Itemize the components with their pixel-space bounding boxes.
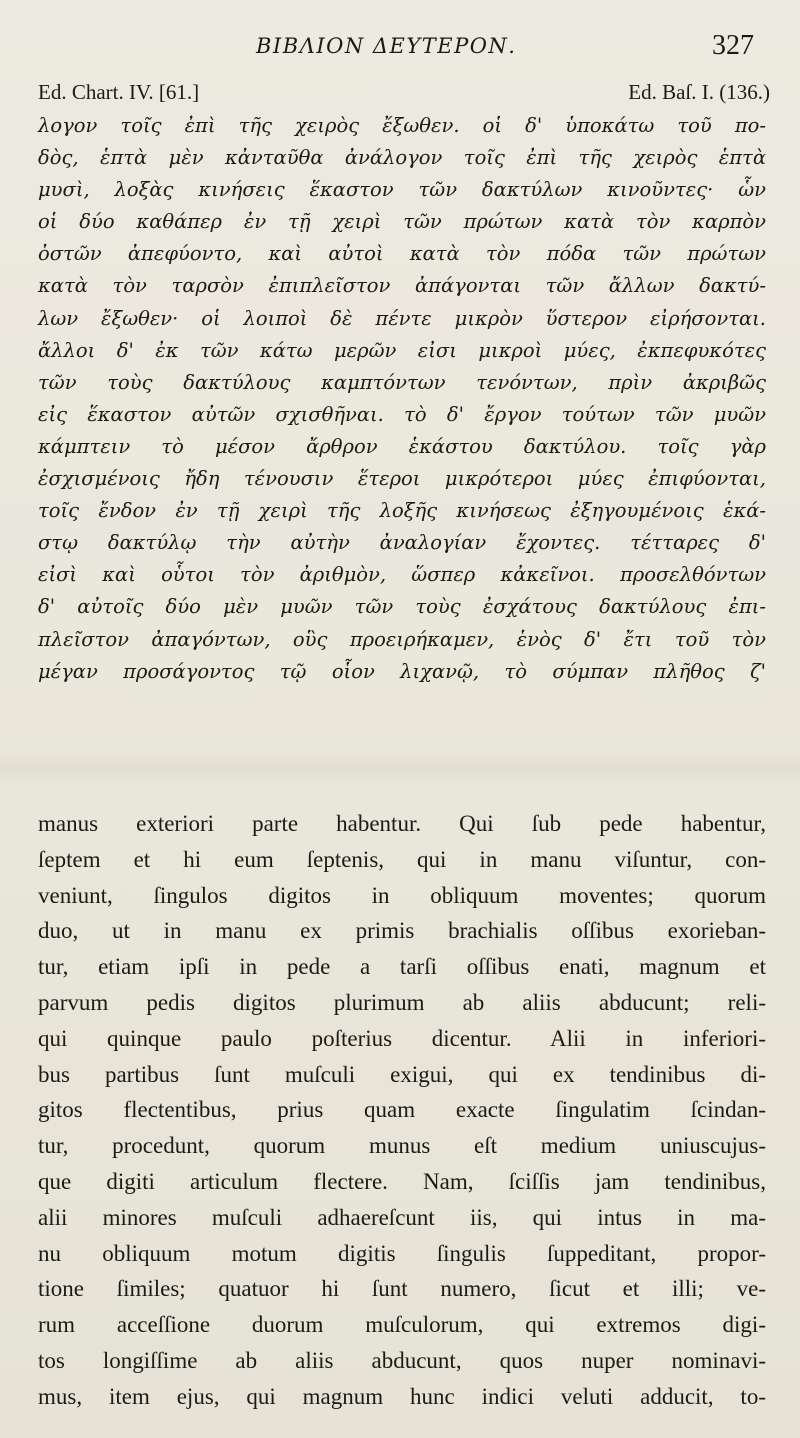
running-title: ΒΙΒΛΙΟΝ ΔΕΥΤΕΡΟΝ. <box>256 34 517 58</box>
page-number: 327 <box>712 30 754 61</box>
greek-line: οἱ δύο καθάπερ ἐν τῇ χειρὶ τῶν πρώτων κατὰ τὸν καρπὸν <box>38 210 766 234</box>
greek-line: ἄλλοι δ' ἐκ τῶν κάτω μερῶν εἰσι μικροὶ μύες, ἐκπεφυκότες <box>38 338 766 362</box>
greek-line: λων ἔξωθεν· οἱ λοιποὶ δὲ πέντε μικρὸν ὕστερον εἰρήσονται. <box>38 306 766 330</box>
latin-line: mus, item ejus, qui magnum hunc indici veluti adducit, to- <box>38 1383 766 1409</box>
bleed-through-shadow <box>0 748 800 788</box>
greek-line: κάμπτειν τὸ μέσον ἄρθρον ἑκάστου δακτύλου. τοῖς γὰρ <box>38 434 766 458</box>
edition-chart-reference: Ed. Chart. IV. [61.] <box>38 80 200 104</box>
latin-line: que digiti articulum flectere. Nam, ſciſſis jam tendinibus, <box>38 1168 766 1194</box>
latin-line: tur, etiam ipſi in pede a tarſi oſſibus enati, magnum et <box>38 954 766 980</box>
greek-line: πλεῖστον ἀπαγόντων, οὓς προειρήκαμεν, ἑνὸς δ' ἔτι τοῦ τὸν <box>38 627 766 651</box>
greek-line: τῶν τοὺς δακτύλους καμπτόντων τενόντων, πρὶν ἀκριβῶς <box>38 370 766 394</box>
latin-line: nu obliquum motum digitis ſingulis ſuppeditant, propor- <box>38 1240 766 1266</box>
latin-line: tur, procedunt, quorum munus eſt medium uniuscujus- <box>38 1133 766 1159</box>
greek-line: ἐσχισμένοις ἤδη τένουσιν ἕτεροι μικρότεροι μύες ἐπιφύονται, <box>38 467 766 491</box>
greek-line: τοῖς ἔνδον ἐν τῇ χειρὶ τῆς λοξῆς κινήσεως ἐξηγουμένοις ἑκά- <box>38 499 766 523</box>
greek-line: ὀστῶν ἀπεφύοντο, καὶ αὐτοὶ κατὰ τὸν πόδα τῶν πρώτων <box>38 242 766 266</box>
latin-line: gitos flectentibus, prius quam exacte ſingulatim ſcindan- <box>38 1097 766 1123</box>
greek-line: στῳ δακτύλῳ τὴν αὐτὴν ἀναλογίαν ἔχοντες. τέτταρες δ' <box>38 531 766 555</box>
edition-basel-reference: Ed. Baſ. I. (136.) <box>628 80 770 104</box>
latin-line: manus exteriori parte habentur. Qui ſub pede habentur, <box>38 811 766 836</box>
latin-text-block <box>38 806 766 1415</box>
latin-line: parvum pedis digitos plurimum ab aliis abducunt; reli- <box>38 989 766 1015</box>
running-head <box>0 30 800 66</box>
greek-line: μυσὶ, λοξὰς κινήσεις ἕκαστον τῶν δακτύλων κινοῦντες· ὧν <box>38 178 766 202</box>
greek-line: δὸς, ἑπτὰ μὲν κἀνταῦθα ἀνάλογον τοῖς ἐπὶ τῆς χειρὸς ἑπτὰ <box>38 146 766 170</box>
latin-line: qui quinque paulo poſterius dicentur. Alii in inferiori- <box>38 1025 766 1051</box>
latin-line: tione ſimiles; quatuor hi ſunt numero, ſicut et illi; ve- <box>38 1276 766 1302</box>
latin-line: duo, ut in manu ex primis brachialis oſſibus exorieban- <box>38 918 766 944</box>
greek-text-block <box>38 110 766 688</box>
greek-line: εἰσὶ καὶ οὗτοι τὸν ἀριθμὸν, ὥσπερ κἀκεῖνοι. προσελθόντων <box>38 563 766 587</box>
greek-line: εἰς ἕκαστον αὐτῶν σχισθῆναι. τὸ δ' ἔργον τούτων τῶν μυῶν <box>38 402 766 426</box>
greek-line: λογον τοῖς ἐπὶ τῆς χειρὸς ἔξωθεν. οἱ δ' ὑποκάτω τοῦ πο- <box>38 114 766 137</box>
latin-line: ſeptem et hi eum ſeptenis, qui in manu viſuntur, con- <box>38 846 766 872</box>
latin-line: tos longiſſime ab aliis abducunt, quos nuper nominavi- <box>38 1347 766 1373</box>
latin-line: veniunt, ſingulos digitos in obliquum moventes; quorum <box>38 882 766 908</box>
latin-line: rum acceſſione duorum muſculorum, qui extremos digi- <box>38 1312 766 1338</box>
greek-line: κατὰ τὸν ταρσὸν ἐπιπλεῖστον ἀπάγονται τῶν ἄλλων δακτύ- <box>38 274 766 298</box>
latin-line: bus partibus ſunt muſculi exigui, qui ex tendinibus di- <box>38 1061 766 1087</box>
latin-line: alii minores muſculi adhaereſcunt iis, qui intus in ma- <box>38 1204 766 1230</box>
greek-line: δ' αὐτοῖς δύο μὲν μυῶν τῶν τοὺς ἐσχάτους δακτύλους ἐπι- <box>38 595 766 619</box>
edition-reference-line <box>38 80 770 110</box>
greek-line: μέγαν προσάγοντος τῷ οἷον λιχανῷ, τὸ σύμπαν πλῆθος ζ' <box>38 659 766 683</box>
